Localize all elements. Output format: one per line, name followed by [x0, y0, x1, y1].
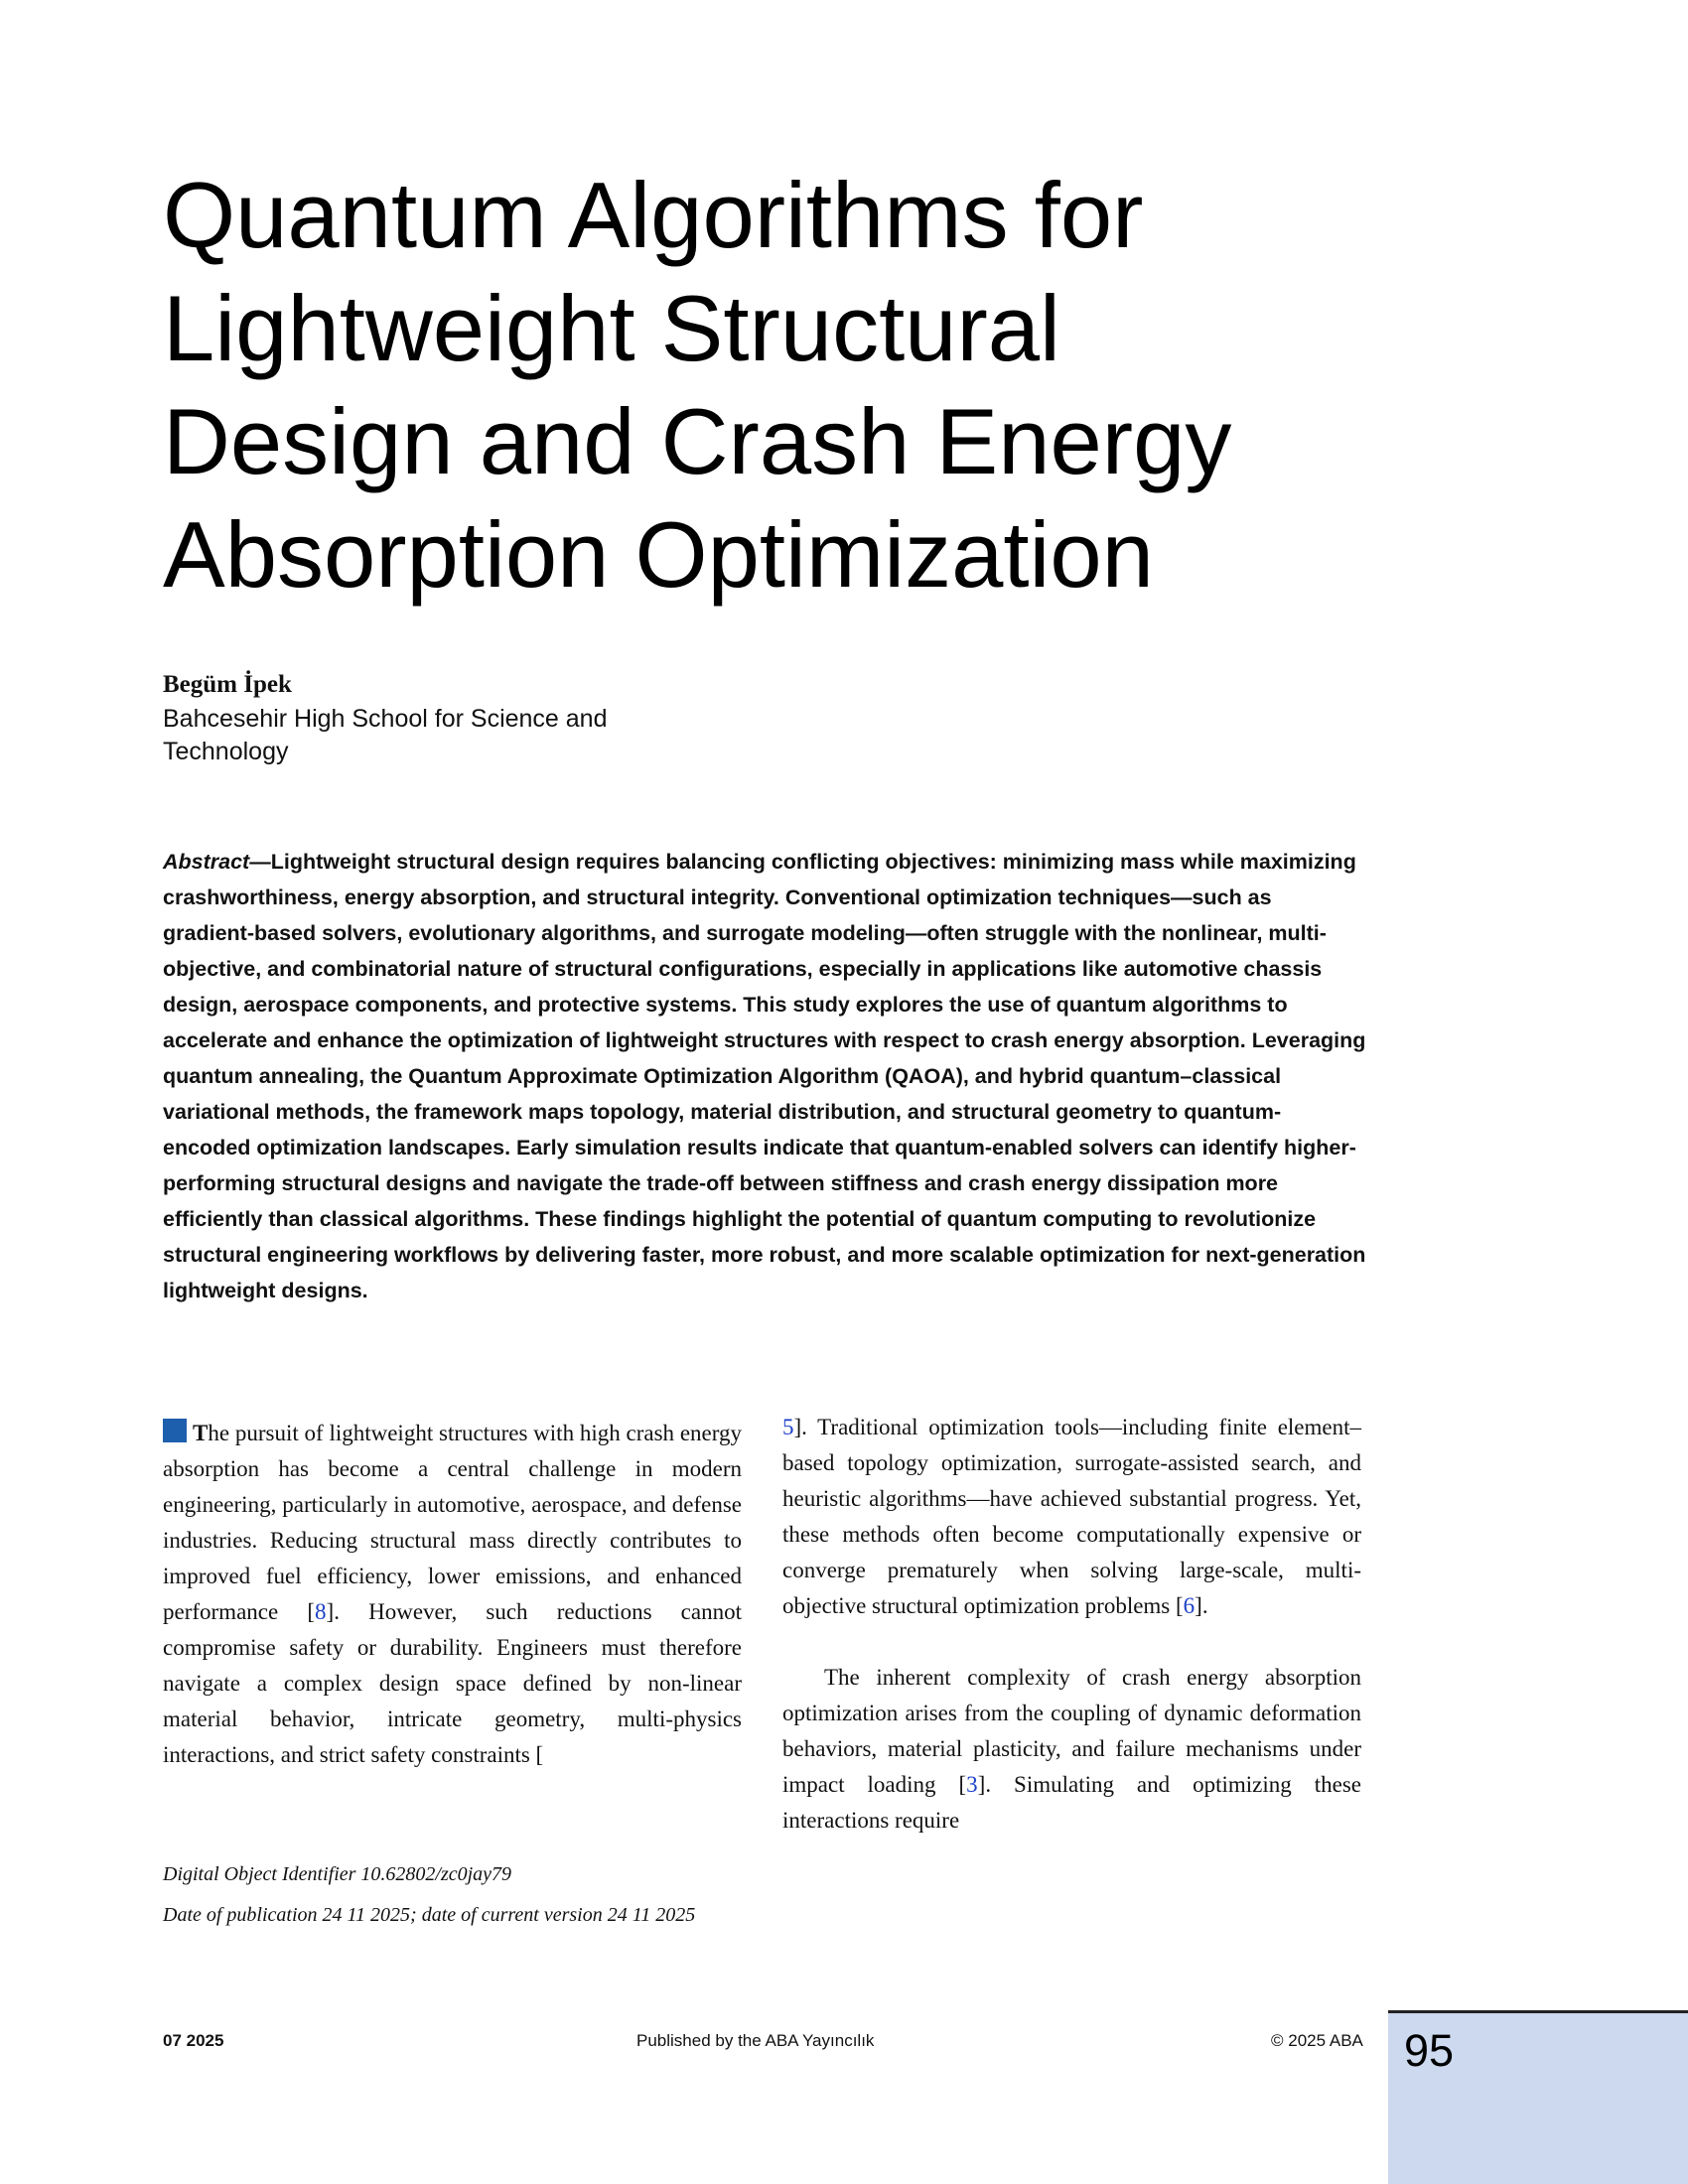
body-text: he pursuit of lightweight structures with high crash energy absorption has become a central challenge in modern engineering, particularly in automotive, aerospace, and defense industries. Reducing structural mass directly contributes to improved fuel efficiency, lower emissions, and enhanced performance [ — [163, 1421, 742, 1624]
publication-dates: Date of publication 24 11 2025; date of current version 24 11 2025 — [163, 1904, 696, 1926]
footer-publisher: Published by the ABA Yayıncılık — [636, 2031, 875, 2050]
title-line: Design and Crash Energy — [163, 389, 1232, 493]
title-line: Quantum Algorithms for — [163, 163, 1144, 267]
body-column-right — [782, 1410, 1361, 1861]
paragraph — [782, 1410, 1361, 1624]
body-text: ]. — [1195, 1593, 1208, 1618]
body-text: ]. Simulating and optimizing these interactions require — [782, 1772, 1361, 1833]
citation-link[interactable]: 6 — [1183, 1593, 1196, 1618]
body-text: The inherent complexity of crash energy absorption optimization arises from the coupling of dynamic deformation behaviors, material plasticity, and failure mechanisms under impact loading [ — [782, 1665, 1361, 1797]
body-text: ]. However, such reductions cannot compromise safety or durability. Engineers must therefore navigate a complex design space defined by non-linear material behavior, intricate geometry, multi-physics interactions, and strict safety constraints [ — [163, 1599, 742, 1767]
abstract-text: —Lightweight structural design requires balancing conflicting objectives: minimizing mass while maximizing crashworthiness, energy absorption, and structural integrity. Conventional optimization techniques—such as gradient-based solvers, evolutionary algorithms, and surrogate modeling—often struggle with the nonlinear, multi-objective, and combinatorial nature of structural configurations, especially in applications like automotive chassis design, aerospace components, and protective systems. This study explores the use of quantum algorithms to accelerate and enhance the optimization of lightweight structures with respect to crash energy absorption. Leveraging quantum annealing, the Quantum Approximate Optimization Algorithm (QAOA), and hybrid quantum–classical variational methods, the framework maps topology, material distribution, and structural geometry to quantum-encoded optimization landscapes. Early simulation results indicate that quantum-enabled solvers can identify higher-performing structural designs and navigate the trade-off between stiffness and crash energy dissipation more efficiently than classical algorithms. These findings highlight the potential of quantum computing to revolutionize structural engineering workflows by delivering faster, more robust, and more scalable optimization for next-generation lightweight designs. — [163, 850, 1366, 1302]
publication-metadata — [163, 1854, 742, 1936]
title-line: Absorption Optimization — [163, 502, 1154, 607]
author-name: Begüm İpek — [163, 671, 292, 698]
abstract-label: Abstract — [163, 850, 250, 874]
citation-link[interactable]: 5 — [782, 1415, 794, 1439]
page-number: 95 — [1404, 2025, 1455, 2076]
abstract — [163, 844, 1366, 1308]
citation-link[interactable]: 8 — [315, 1599, 327, 1624]
footer-copyright: © 2025 ABA — [1271, 2031, 1363, 2050]
body-text: ]. Traditional optimization tools—including finite element–based topology optimization, surrogate-assisted search, and heuristic algorithms—have achieved substantial progress. Yet, these methods often become computationally expensive or converge prematurely when solving large-scale, multi-objective structural optimization problems [ — [782, 1415, 1361, 1618]
paragraph — [782, 1660, 1361, 1839]
citation-link[interactable]: 3 — [966, 1772, 978, 1797]
paper-title — [163, 159, 1354, 612]
body-column-left — [163, 1416, 742, 1809]
doi: Digital Object Identifier 10.62802/zc0jay79 — [163, 1863, 512, 1885]
lead-letter: T — [193, 1421, 209, 1445]
section-marker-icon — [163, 1419, 187, 1442]
title-line: Lightweight Structural — [163, 276, 1060, 380]
author-affiliation: Bahcesehir High School for Science and Technology — [163, 705, 608, 765]
footer-issue: 07 2025 — [163, 2031, 224, 2050]
